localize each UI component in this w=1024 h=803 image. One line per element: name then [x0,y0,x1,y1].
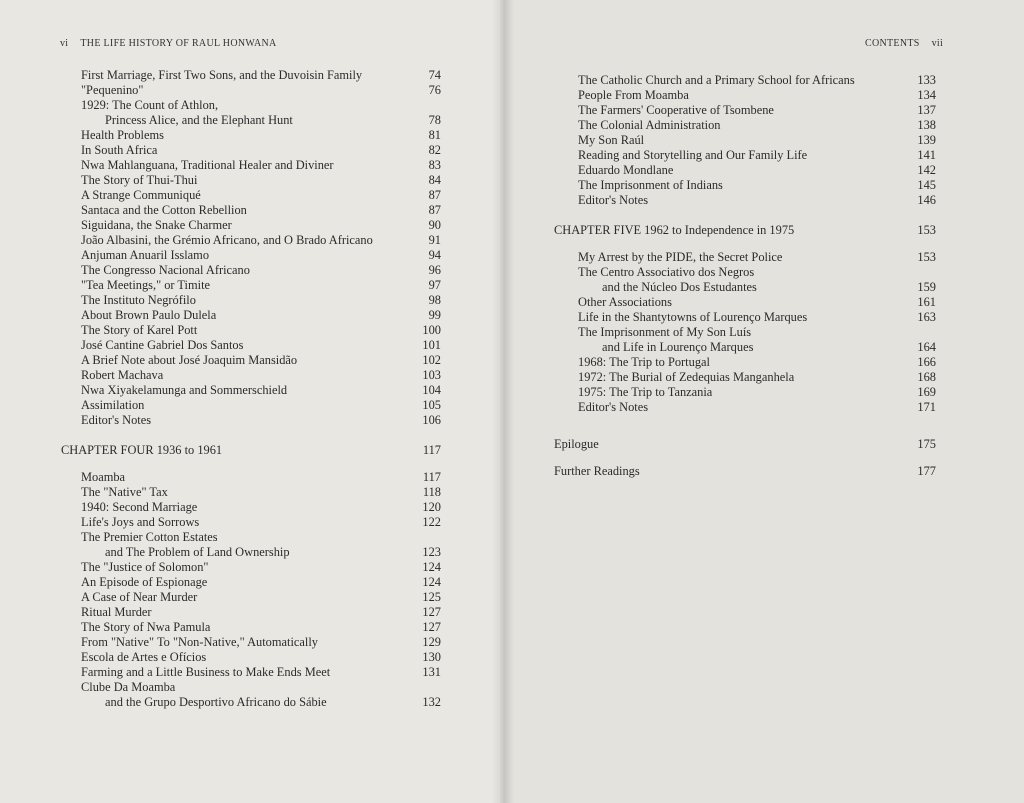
toc-entry: The Farmers' Cooperative of Tsombene 137 [578,103,936,117]
toc-entry: and The Problem of Land Ownership 123 [105,545,441,559]
right-page [500,0,1024,803]
left-running-title: THE LIFE HISTORY OF RAUL HONWANA [80,38,277,49]
toc-entry: The Centro Associativo dos Negros [578,265,755,279]
left-folio: vi [60,38,69,49]
toc-entry: Princess Alice, and the Elephant Hunt 78 [105,113,441,127]
toc-entry: Nwa Xiyakelamunga and Sommerschield 104 [81,383,441,397]
toc-entry: In South Africa 82 [81,143,441,157]
toc-entry: Robert Machava 103 [81,368,441,382]
toc-entry: Editor's Notes 171 [578,400,936,414]
toc-entry: "Pequenino" 76 [81,83,441,97]
toc-entry: Moamba 117 [81,470,441,484]
toc-entry: Assimilation 105 [81,398,441,412]
toc-entry: The Colonial Administration 138 [578,118,936,132]
toc-entry: The Story of Thui-Thui 84 [81,173,441,187]
toc-entry: and Life in Lourenço Marques 164 [602,340,936,354]
toc-entry: My Arrest by the PIDE, the Secret Police 153 [578,250,936,264]
toc-entry: José Cantine Gabriel Dos Santos 101 [81,338,441,352]
epilogue-entry: Epilogue 175 [554,437,936,451]
toc-entry: The "Native" Tax 118 [81,485,441,499]
toc-entry: My Son Raúl 139 [578,133,936,147]
chapter-four-heading: CHAPTER FOUR 1936 to 1961 117 [61,443,441,457]
toc-entry: 1929: The Count of Athlon, [81,98,219,112]
toc-entry: Life's Joys and Sorrows 122 [81,515,441,529]
left-running-head [60,38,277,49]
toc-entry: The Catholic Church and a Primary School for Africans 133 [578,73,936,87]
toc-entry: Editor's Notes 106 [81,413,441,427]
right-folio: vii [931,38,944,49]
toc-entry: João Albasini, the Grémio Africano, and O Brado Africano 91 [81,233,441,247]
right-running-head [865,38,943,49]
toc-entry: An Episode of Espionage 124 [81,575,441,589]
toc-entry: Clube Da Moamba [81,680,176,694]
toc-entry: and the Grupo Desportivo Africano do Sábie 132 [105,695,441,709]
toc-entry: 1972: The Burial of Zedequias Manganhela 168 [578,370,936,384]
toc-entry: Health Problems 81 [81,128,441,142]
further-readings-entry: Further Readings 177 [554,464,936,478]
left-toc [61,68,441,710]
toc-entry: First Marriage, First Two Sons, and the Duvoisin Family 74 [81,68,441,82]
toc-entry: About Brown Paulo Dulela 99 [81,308,441,322]
toc-entry: Eduardo Mondlane 142 [578,163,936,177]
chapter-five-heading: CHAPTER FIVE 1962 to Independence in 1975 153 [554,223,936,237]
toc-entry: Siguidana, the Snake Charmer 90 [81,218,441,232]
toc-entry: The Story of Nwa Pamula 127 [81,620,441,634]
toc-entry: The Imprisonment of Indians 145 [578,178,936,192]
toc-entry: The "Justice of Solomon" 124 [81,560,441,574]
toc-entry: 1940: Second Marriage 120 [81,500,441,514]
toc-entry: The Imprisonment of My Son Luís [578,325,752,339]
toc-entry: The Premier Cotton Estates [81,530,218,544]
toc-entry: Editor's Notes 146 [578,193,936,207]
toc-entry: A Case of Near Murder 125 [81,590,441,604]
toc-entry: 1968: The Trip to Portugal 166 [578,355,936,369]
toc-entry: The Instituto Negrófilo 98 [81,293,441,307]
toc-entry: Other Associations 161 [578,295,936,309]
toc-entry: A Strange Communiqué 87 [81,188,441,202]
toc-entry: Life in the Shantytowns of Lourenço Marques 163 [578,310,936,324]
toc-entry: Anjuman Anuaril Isslamo 94 [81,248,441,262]
toc-entry: Ritual Murder 127 [81,605,441,619]
toc-entry: People From Moamba 134 [578,88,936,102]
right-running-title: CONTENTS [865,38,920,49]
toc-entry: Nwa Mahlanguana, Traditional Healer and Diviner 83 [81,158,441,172]
left-page [0,0,500,803]
toc-entry: "Tea Meetings," or Timite 97 [81,278,441,292]
toc-entry: A Brief Note about José Joaquim Mansidão 102 [81,353,441,367]
toc-entry: Farming and a Little Business to Make Ends Meet 131 [81,665,441,679]
book-gutter-shadow [492,0,514,803]
toc-entry: and the Núcleo Dos Estudantes 159 [602,280,936,294]
toc-entry: Escola de Artes e Ofícios 130 [81,650,441,664]
toc-entry: The Story of Karel Pott 100 [81,323,441,337]
right-toc [554,73,936,479]
toc-entry: 1975: The Trip to Tanzania 169 [578,385,936,399]
toc-entry: The Congresso Nacional Africano 96 [81,263,441,277]
toc-entry: From "Native" To "Non-Native," Automatically 129 [81,635,441,649]
toc-entry: Santaca and the Cotton Rebellion 87 [81,203,441,217]
toc-entry: Reading and Storytelling and Our Family Life 141 [578,148,936,162]
